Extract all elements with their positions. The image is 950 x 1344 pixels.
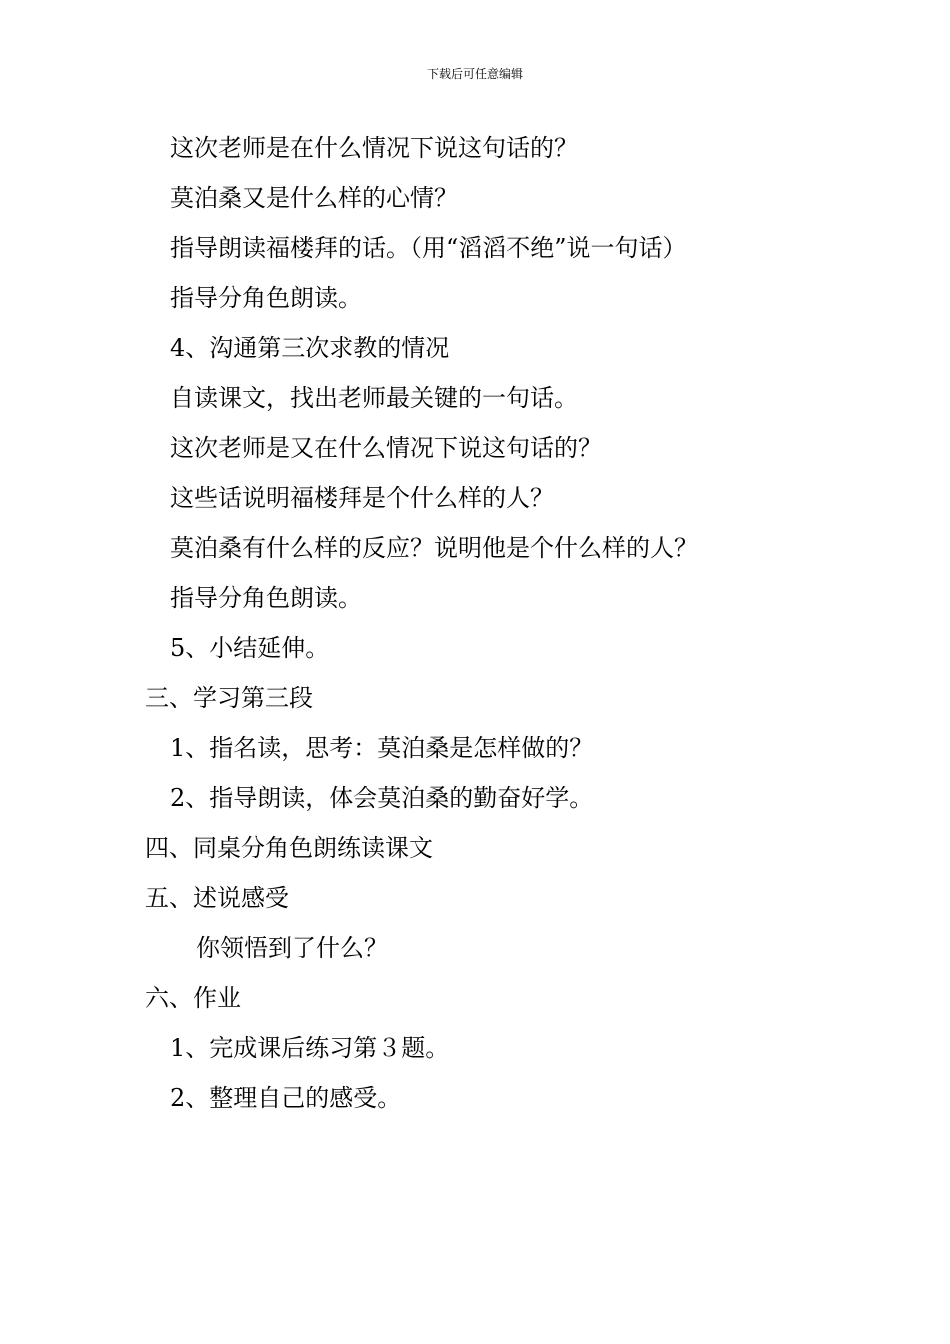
text-line: 莫泊桑有什么样的反应？说明他是个什么样的人？ — [170, 534, 698, 562]
text-line: 2、整理自己的感受。 — [170, 1084, 402, 1112]
section-heading: 六、作业 — [145, 984, 241, 1012]
text-line: 指导分角色朗读。 — [170, 284, 362, 312]
text-line: 这些话说明福楼拜是个什么样的人？ — [170, 484, 554, 512]
text-line: 指导分角色朗读。 — [170, 584, 362, 612]
text-line: 1、指名读，思考：莫泊桑是怎样做的？ — [170, 734, 594, 762]
text-line: 自读课文，找出老师最关键的一句话。 — [170, 384, 578, 412]
text-line: 莫泊桑又是什么样的心情？ — [170, 184, 458, 212]
text-line: 1、完成课后练习第３题。 — [170, 1034, 450, 1062]
text-line: 这次老师是在什么情况下说这句话的？ — [170, 134, 578, 162]
text-line: 5、小结延伸。 — [170, 634, 330, 662]
text-line: 这次老师是又在什么情况下说这句话的？ — [170, 434, 602, 462]
text-line: 4、沟通第三次求教的情况 — [170, 334, 450, 362]
text-line: 2、指导朗读，体会莫泊桑的勤奋好学。 — [170, 784, 594, 812]
text-line: 你领悟到了什么？ — [196, 934, 388, 962]
section-heading: 三、学习第三段 — [145, 684, 313, 712]
page-header: 下载后可任意编辑 — [426, 67, 523, 81]
section-heading: 四、同桌分角色朗练读课文 — [145, 834, 433, 862]
text-line: 指导朗读福楼拜的话。（用“滔滔不绝”说一句话） — [170, 234, 687, 262]
section-heading: 五、述说感受 — [145, 884, 289, 912]
